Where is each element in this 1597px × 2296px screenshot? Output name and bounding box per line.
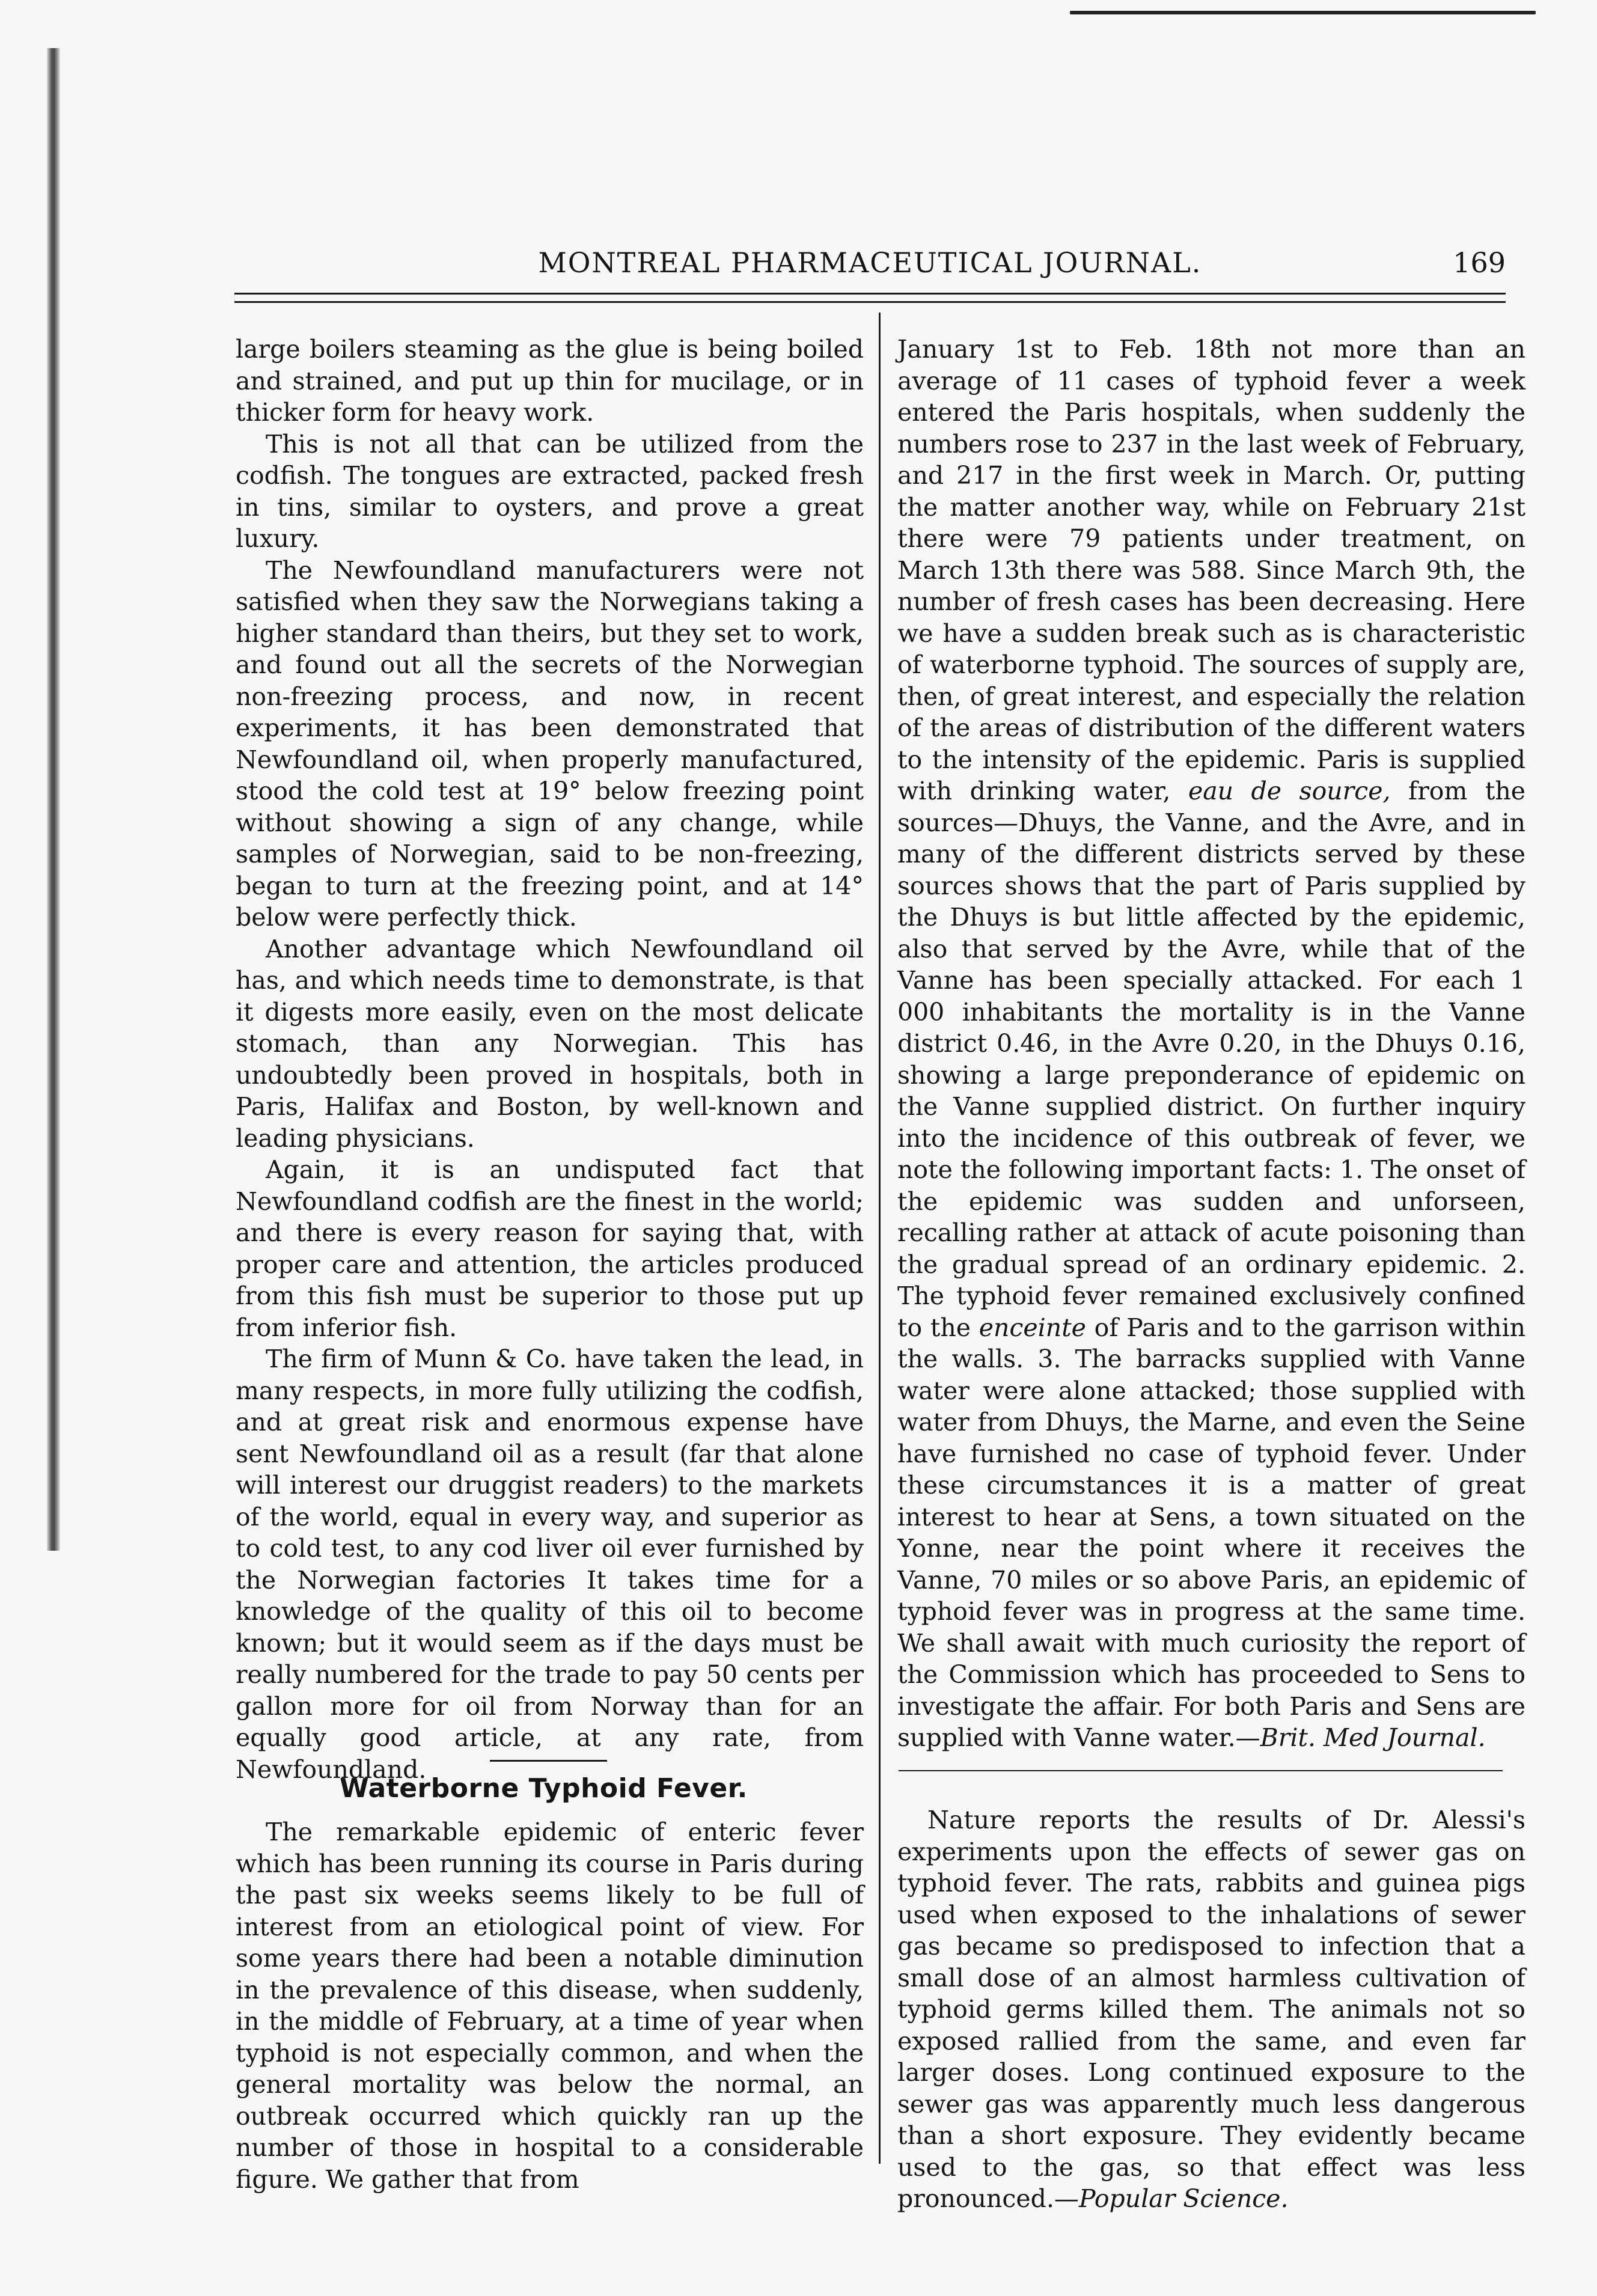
section-rule [490, 1760, 607, 1762]
article-source: Popular Science. [1078, 2184, 1289, 2213]
text-run: January 1st to Feb. 18th not more than an average of 11 cases of typhoid fever a week entered the Paris hospitals, when suddenly the numbers rose to 237 in the last week of February, and 217 in the first week in March. Or, putting the matter another way, while on February 21st there were 79 patients under treatment, on March 13th there was 588. Since March 9th, the number of fresh cases has been decreasing. Here we have a sudden break such as is characteristic of waterborne typhoid. The sources of supply are, then, of great interest, and especially the relation of the areas of distribution of the different waters to the intensity of the epidemic. Paris is supplied with drinking water, [897, 335, 1525, 805]
section-rule [899, 1770, 1503, 1771]
scan-edge-shadow [47, 48, 60, 1551]
paragraph: This is not all that can be utilized from the codfish. The tongues are extracted, packed fresh in tins, similar to oysters, and prove a great luxury. [236, 429, 864, 553]
paragraph: The remarkable epidemic of enteric fever which has been running its course in Paris during the past six weeks seems likely to be full of interest from an etiological point of view. For some years there had been a notable diminution in the prevalence of this disease, when suddenly, in the middle of February, at a time of year when typhoid is not especially common, and when the general mortality was below the normal, an outbreak occurred which quickly ran up the number of those in hospital to a considerable figure. We gather that from [236, 1818, 864, 2194]
paragraph: The Newfoundland manufacturers were not satisfied when they saw the Norwegians taking a higher standard than theirs, but they set to work, and found out all the secrets of the Norwegian non-freezing process, and now, in recent experiments, it has been demonstrated that Newfoundland oil, when properly manufactured, stood the cold test at 19° below freezing point without showing a sign of any change, while samples of Norwegian, said to be non-freezing, began to turn at the freezing point, and at 14° below were perfectly thick. [236, 555, 864, 932]
italic-phrase: eau de source, [1188, 777, 1391, 805]
paragraph: Again, it is an undisputed fact that Newfoundland codfish are the finest in the world; and there is every reason for saying that, with proper care and attention, the articles produced from this fish must be superior to those put up from inferior fish. [236, 1155, 864, 1342]
right-column [897, 334, 1525, 1754]
typhoid-article-body [236, 1816, 864, 2195]
text-run: of Paris and to the garrison within the walls. 3. The barracks supplied with Vanne water were alone attacked; those supplied with water from Dhuys, the Marne, and even the Seine have furnished no case of typhoid fever. Under these circumstances it is a matter of great interest to hear at Sens, a town situated on the Yonne, near the point where it receives the Vanne, 70 miles or so above Paris, an epidemic of typhoid fever was in progress at the same time. We shall await with much curiosity the report of the Commission which has proceeded to Sens to investigate the affair. For both Paris and Sens are supplied with Vanne water.— [897, 1313, 1525, 1752]
top-rule [1070, 11, 1536, 14]
paragraph [897, 1804, 1525, 2215]
typhoid-article-continued [897, 334, 1525, 1754]
header-double-rule [234, 293, 1506, 303]
paragraph: Another advantage which Newfoundland oil has, and which needs time to demonstrate, is that it digests more easily, even on the most delicate stomach, than any Norwegian. This has undoubtedly been proved in hospitals, both in Paris, Halifax and Boston, by well-known and leading physicians. [236, 934, 864, 1153]
text-run: from the sources—Dhuys, the Vanne, and the Avre, and in many of the different districts served by these sources shows that the part of Paris supplied by the Dhuys is but little affected by the epidemic, also that served by the Avre, while that of the Vanne has been specially attacked. For each 1 000 inhabitants the mortality is in the Vanne district 0.46, in the Avre 0.20, in the Dhuys 0.16, showing a large preponderance of epidemic on the Vanne supplied district. On further inquiry into the incidence of this outbreak of fever, we note the following important facts: 1. The onset of the epidemic was sudden and unforseen, recalling rather at attack of acute poisoning than the gradual spread of an ordinary epidemic. 2. The typhoid fever remained exclusively confined to the [897, 777, 1525, 1342]
italic-phrase: enceinte [979, 1313, 1086, 1342]
sewer-gas-article [897, 1804, 1525, 2215]
journal-title: MONTREAL PHARMACEUTICAL JOURNAL. [538, 246, 1202, 279]
article-source: Brit. Med Journal. [1260, 1723, 1486, 1752]
article-heading: Waterborne Typhoid Fever. [340, 1773, 748, 1804]
paragraph: The firm of Munn & Co. have taken the lead, in many respects, in more fully utilizing the codfish, and at great risk and enormous expense have sent Newfoundland oil as a result (far that alone will interest our druggist readers) to the markets of the world, equal in every way, and superior as to cold test, to any cod liver oil ever furnished by the Norwegian factories It takes time for a knowledge of the quality of this oil to become known; but it would seem as if the days must be really numbered for the trade to pay 50 cents per gallon more for oil from Norway than for an equally good article, at any rate, from Newfoundland. [236, 1345, 864, 1784]
page-number: 169 [1453, 246, 1506, 279]
text-run: Nature reports the results of Dr. Alessi's experiments upon the effects of sewer gas on typhoid fever. The rats, rabbits and guinea pigs used when exposed to the inhalations of sewer gas became so predisposed to infection that a small dose of an almost harmless cultivation of typhoid germs killed them. The animals not so exposed rallied from the same, and even far larger doses. Long continued exposure to the sewer gas was apparently much less dangerous than a short exposure. They evidently became used to the gas, so that effect was less pronounced.— [897, 1806, 1525, 2213]
column-divider [879, 313, 881, 2164]
paragraph: large boilers steaming as the glue is being boiled and strained, and put up thin for mucilage, or in thicker form for heavy work. [236, 335, 864, 427]
left-column [236, 334, 864, 1785]
page-header [234, 246, 1506, 282]
